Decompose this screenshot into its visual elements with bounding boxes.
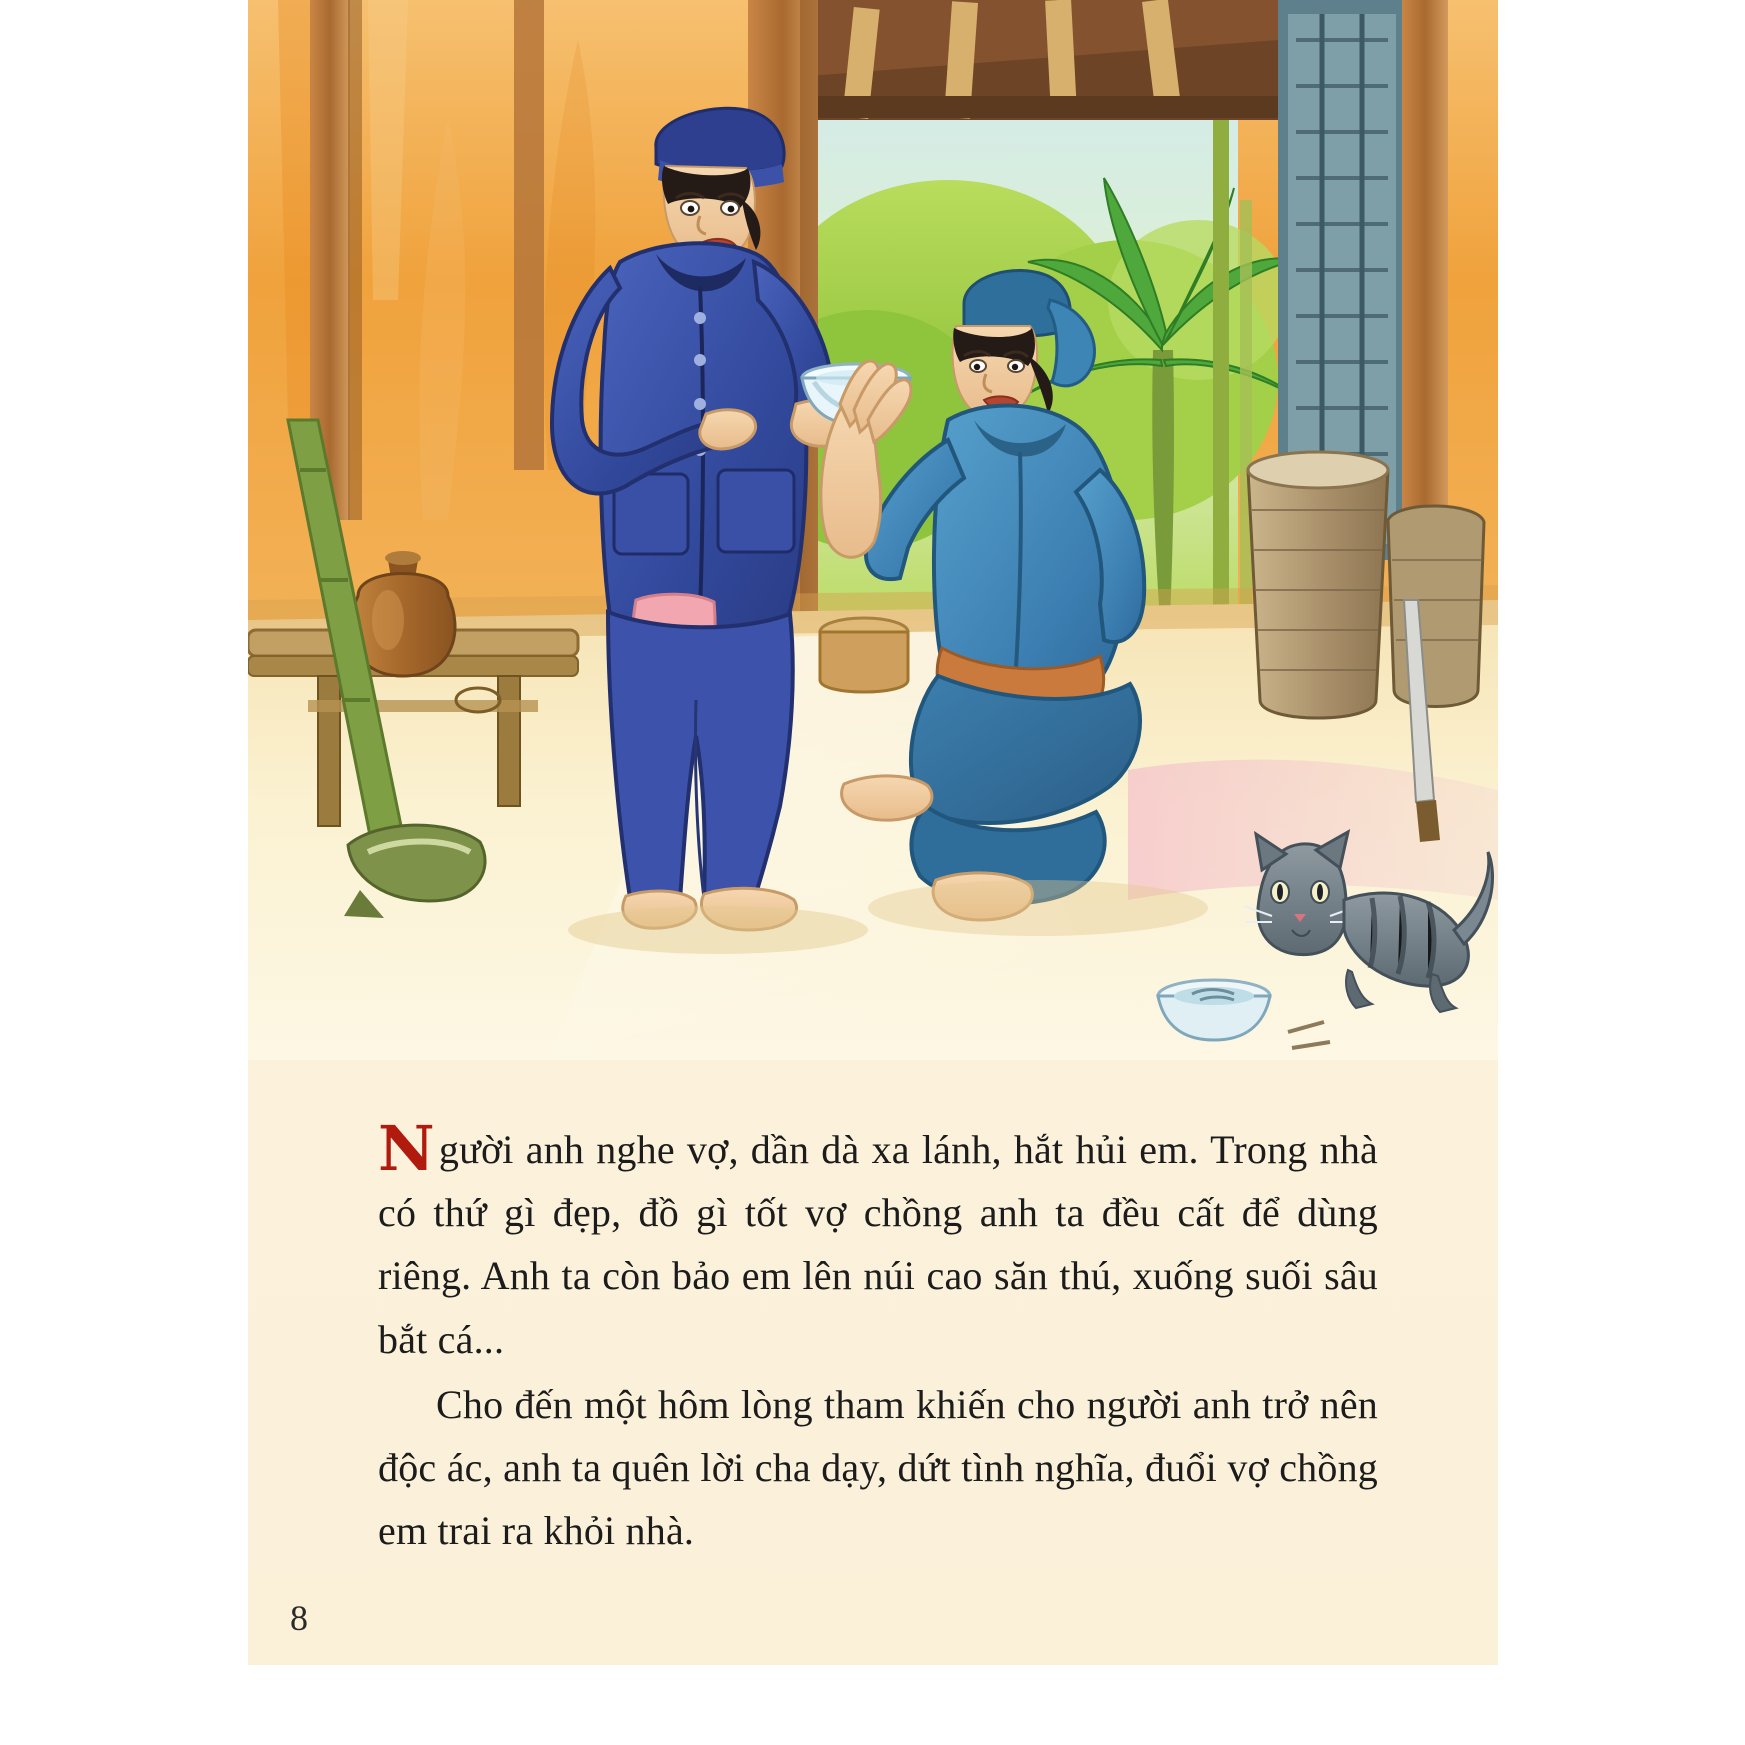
foot-left-kneeling xyxy=(842,776,932,820)
paragraph-2 xyxy=(378,1373,1378,1563)
paragraph-1 xyxy=(378,1112,1378,1371)
shadow-kneeling-man xyxy=(868,880,1208,936)
drop-cap: N xyxy=(378,1112,435,1185)
body-text xyxy=(378,1112,1378,1564)
book-page xyxy=(248,0,1498,1665)
two-men-in-house-illustration xyxy=(248,0,1498,1060)
pocket-right xyxy=(718,470,794,552)
wood-block xyxy=(820,618,908,692)
paragraph-1-text: gười anh nghe vợ, dần dà xa lánh, hắt hủi em. Trong nhà có thứ gì đẹp, đồ gì tốt vợ chồng anh ta đều cất để dùng riêng. Anh ta còn bảo em lên núi cao săn thú, xuống suối sâu bắt cá... xyxy=(378,1127,1378,1362)
page-number: 8 xyxy=(290,1598,308,1638)
shadow-standing-man xyxy=(568,906,868,954)
paragraph-2-text: Cho đến một hôm lòng tham khiến cho người anh trở nên độc ác, anh ta quên lời cha dạy, dứt tình nghĩa, đuổi vợ chồng em trai ra khỏi nhà. xyxy=(378,1381,1378,1554)
woven-basket xyxy=(1248,452,1388,718)
woven-basket-secondary xyxy=(1388,506,1484,707)
wooden-post-left-2 xyxy=(514,0,544,470)
roof-beams xyxy=(808,0,1278,120)
